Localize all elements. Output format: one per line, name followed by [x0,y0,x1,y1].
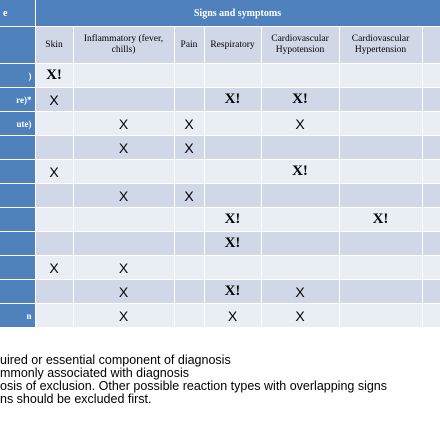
table-cell: X [73,280,174,304]
table-cell [422,208,440,232]
table-cell: X [261,304,339,328]
row-label [0,160,35,184]
table-cell [261,64,339,88]
table-cell [204,64,261,88]
table-cell [339,88,422,112]
table-cell [174,232,204,256]
table-cell: X [35,160,73,184]
table-cell: X! [261,88,339,112]
table-cell [73,88,174,112]
table-cell [174,208,204,232]
table-cell [339,256,422,280]
table-cell [35,232,73,256]
table-cell [35,304,73,328]
table-row [0,184,440,208]
row-label: ute) [0,112,35,136]
table-cell: X [174,136,204,160]
table-cell: X! [204,232,261,256]
table-cell [204,184,261,208]
row-label [0,280,35,304]
table-cell: X [174,112,204,136]
table-row [0,208,440,232]
group-header: Signs and symptoms [35,0,440,27]
column-header: Skin [35,27,73,64]
table-body [0,64,440,328]
table-cell [204,256,261,280]
table-cell [174,64,204,88]
column-header: Inflammatory (fever, chills) [73,27,174,64]
footnotes [0,354,440,406]
column-header: Respiratory [204,27,261,64]
table-cell: X! [204,280,261,304]
table-cell [35,184,73,208]
table-cell [204,136,261,160]
table-cell [339,232,422,256]
row-label [0,208,35,232]
table-cell: X [73,112,174,136]
table-cell [422,64,440,88]
table-cell [422,304,440,328]
row-label [0,184,35,208]
table-row [0,232,440,256]
table-cell [422,112,440,136]
footnote-line: uired or essential component of diagnosis [0,354,231,367]
table-cell [35,280,73,304]
table-row [0,64,440,88]
column-header [422,27,440,64]
table-cell: X! [204,88,261,112]
table-cell [339,136,422,160]
table-cell [35,112,73,136]
table-cell [261,232,339,256]
table-cell: X [35,88,73,112]
table-cell [261,184,339,208]
table-cell [422,256,440,280]
table-cell [174,304,204,328]
footnote-line: mmonly associated with diagnosis [0,367,189,380]
table-cell [35,136,73,160]
table-cell: X [204,304,261,328]
row-label [0,136,35,160]
table-cell [339,112,422,136]
table-cell [174,88,204,112]
table-cell: X [73,304,174,328]
table-cell: X! [261,160,339,184]
table-cell [73,208,174,232]
row-label: n [0,304,35,328]
corner-header: e [0,0,35,27]
table-cell [73,64,174,88]
table-cell [261,136,339,160]
table-cell [174,160,204,184]
column-header: Cardiovascular Hypertension [339,27,422,64]
table-cell [204,160,261,184]
footnote-line: ns should be excluded first. [0,393,152,406]
table-cell [422,280,440,304]
table-cell [422,232,440,256]
table-cell [339,184,422,208]
table-row [0,160,440,184]
column-header-row [0,27,440,64]
table-cell [73,160,174,184]
table-cell [339,64,422,88]
footnote-line: osis of exclusion. Other possible reaction types with overlapping signs [0,380,388,393]
table-cell: X [73,184,174,208]
table-cell: X! [339,208,422,232]
table-cell [339,280,422,304]
table-cell: X [73,256,174,280]
row-label: ) [0,64,35,88]
table-cell: X [35,256,73,280]
row-label [0,256,35,280]
table-cell [422,160,440,184]
table-cell: X [174,184,204,208]
table-row [0,256,440,280]
table-cell [261,256,339,280]
table-cell [422,184,440,208]
table-cell [35,208,73,232]
table-cell: X [261,280,339,304]
table-cell: X! [35,64,73,88]
row-label [0,232,35,256]
table-row [0,304,440,328]
table-cell [174,280,204,304]
table-cell [73,232,174,256]
table-cell [261,208,339,232]
table-row [0,88,440,112]
column-header: Cardiovascular Hypotension [261,27,339,64]
table-cell: X! [204,208,261,232]
table-row [0,136,440,160]
row-label-header [0,27,35,64]
table-cell: X [261,112,339,136]
table-row [0,280,440,304]
column-header: Pain [174,27,204,64]
table-cell: X [73,136,174,160]
table-cell [339,304,422,328]
table-cell [422,88,440,112]
table-cell [204,112,261,136]
table-row [0,112,440,136]
table-cell [174,256,204,280]
table-cell [422,136,440,160]
table-cell [339,160,422,184]
row-label: re)* [0,88,35,112]
